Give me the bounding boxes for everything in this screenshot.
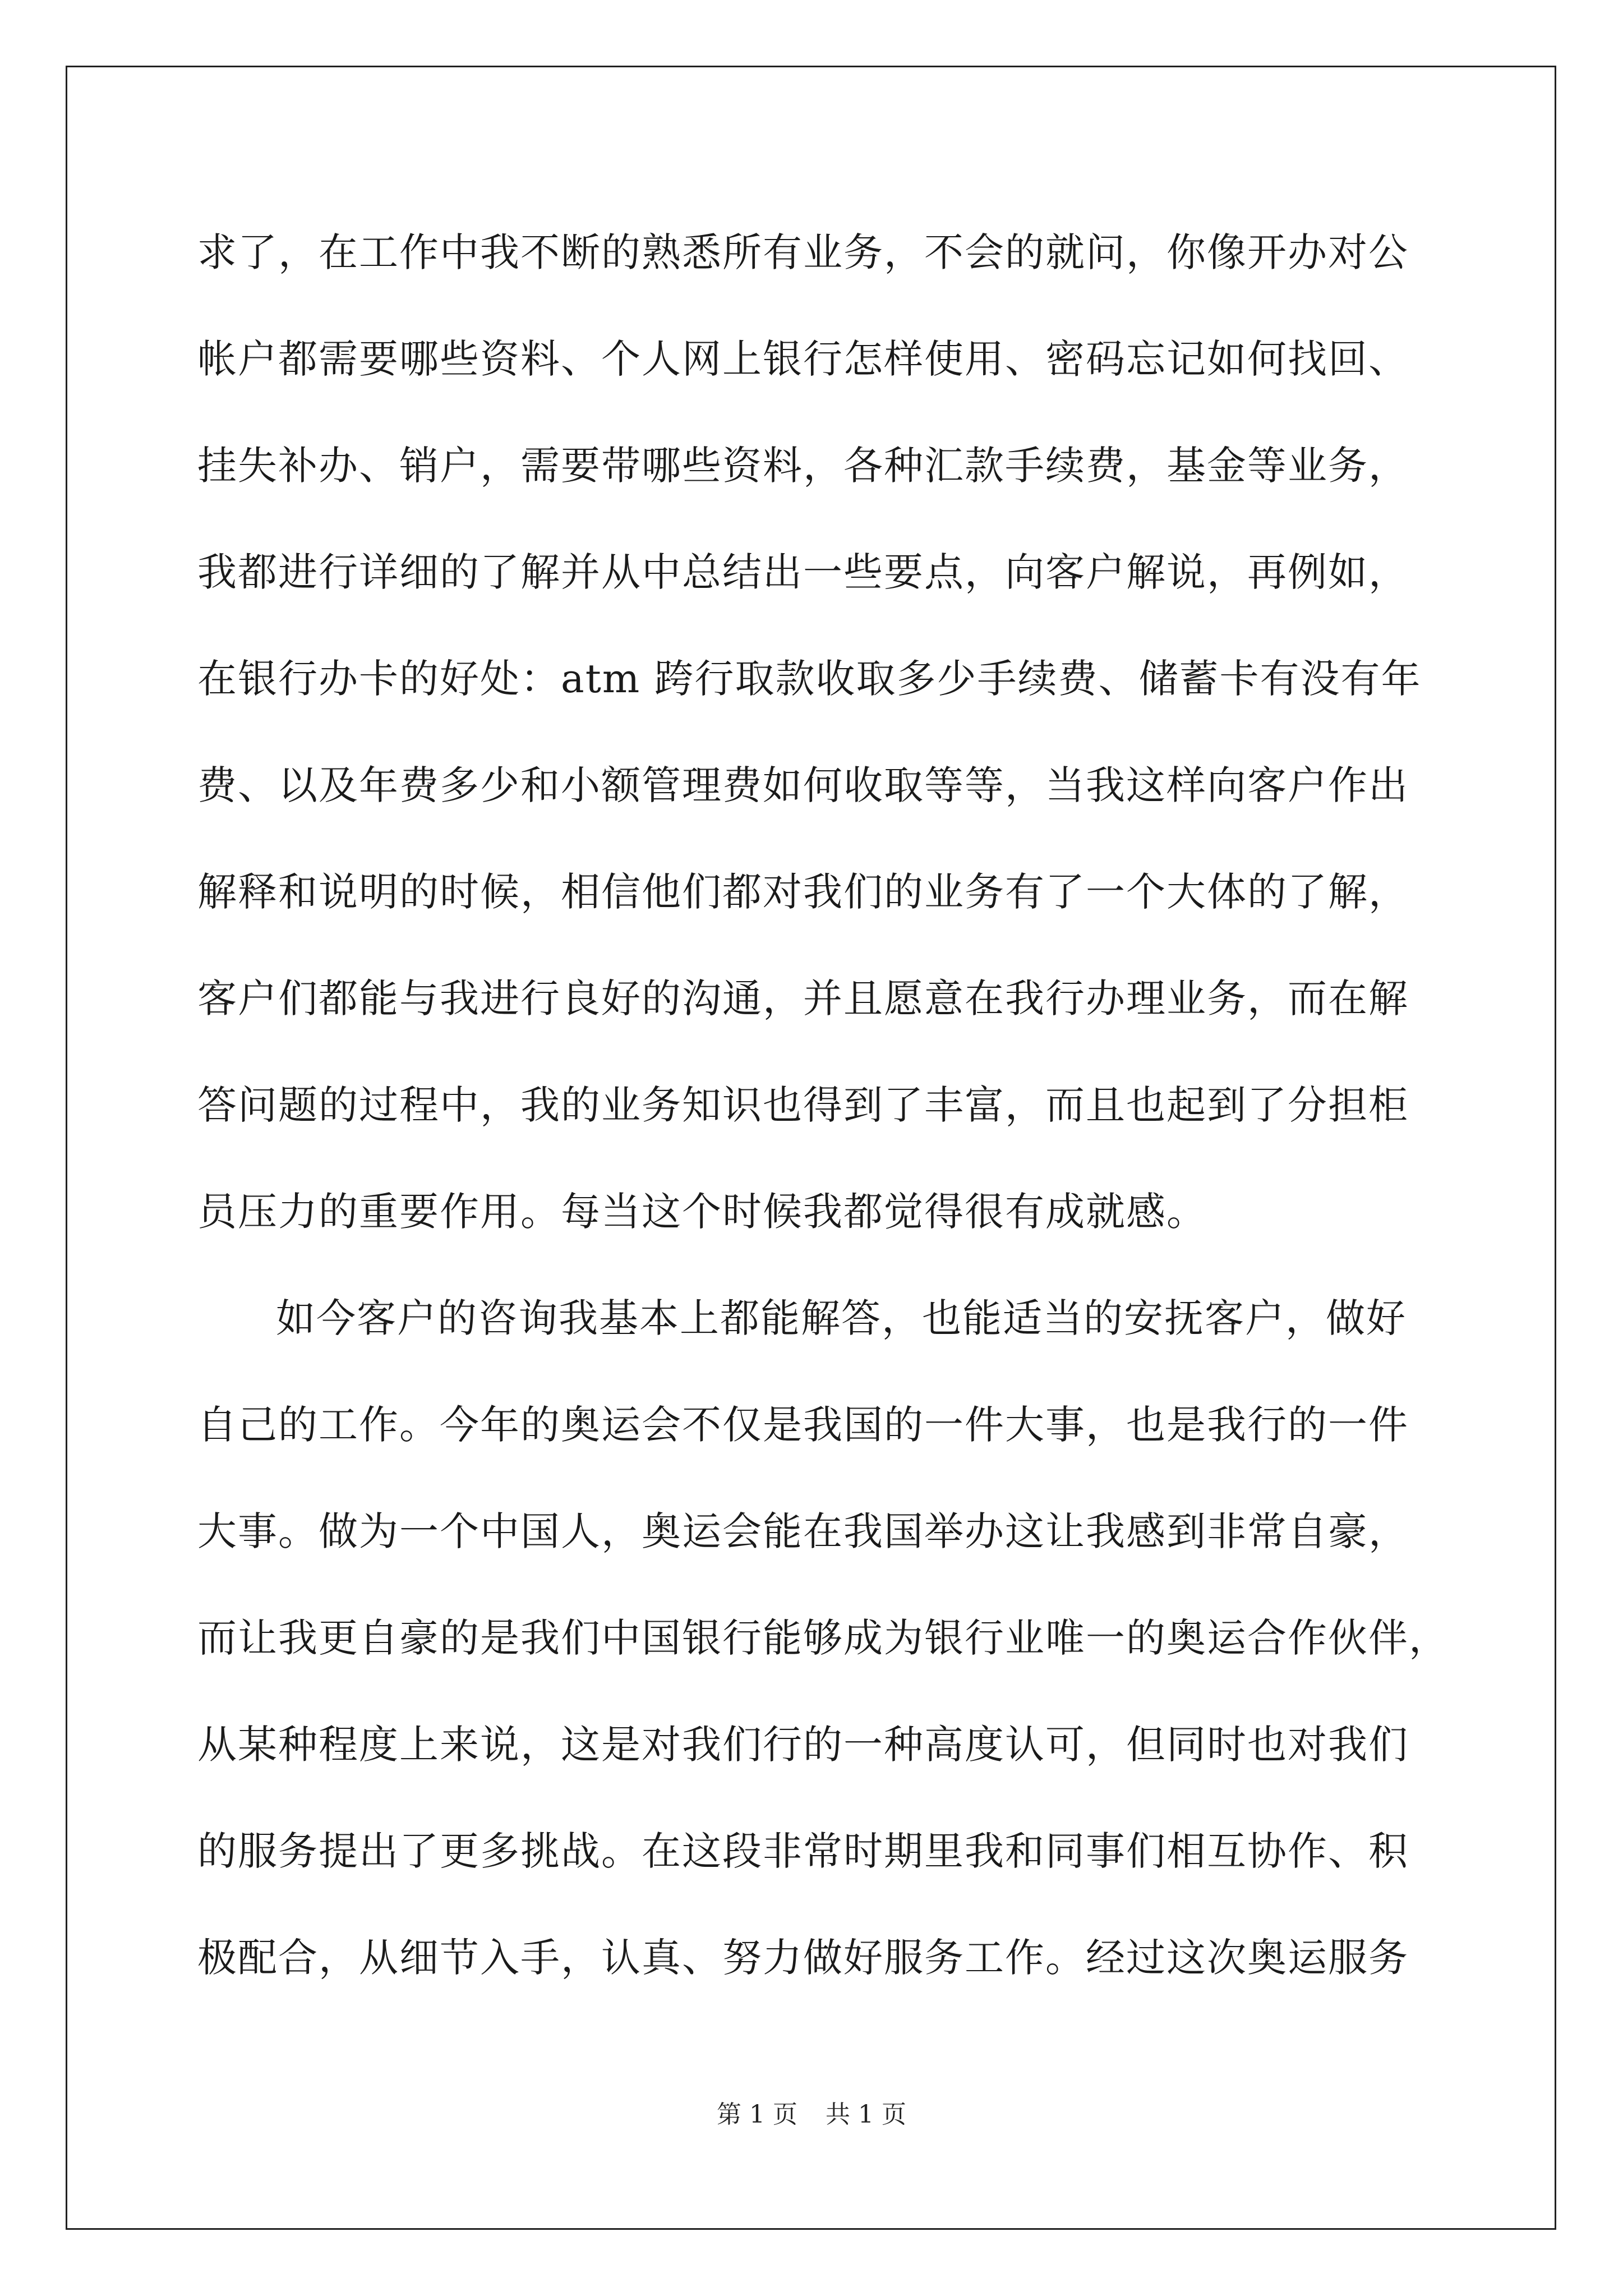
text-line: 答问题的过程中，我的业务知识也得到了丰富，而且也起到了分担柜: [197, 1082, 1409, 1128]
page-number-current: 第 1 页: [717, 2100, 797, 2129]
text-line: 而让我更自豪的是我们中国银行能够成为银行业唯一的奥运合作伙伴，: [197, 1615, 1449, 1661]
text-line: 我都进行详细的了解并从中总结出一些要点，向客户解说，再例如，: [197, 549, 1409, 595]
document-body: [197, 219, 1449, 2031]
text-line: 自己的工作。今年的奥运会不仅是我国的一件大事，也是我行的一件: [197, 1402, 1409, 1448]
text-line: 在银行办卡的好处：atm 跨行取款收取多少手续费、储蓄卡有没有年: [197, 656, 1422, 702]
page-number-total: 共 1 页: [826, 2100, 906, 2129]
text-line: 挂失补办、销户，需要带哪些资料，各种汇款手续费，基金等业务，: [197, 443, 1409, 489]
text-line: 的服务提出了更多挑战。在这段非常时期里我和同事们相互协作、积: [197, 1828, 1409, 1874]
text-line: 员压力的重要作用。每当这个时候我都觉得很有成就感。: [197, 1189, 1207, 1235]
text-line: 求了，在工作中我不断的熟悉所有业务，不会的就问，你像开办对公: [197, 229, 1409, 275]
text-line: 从某种程度上来说，这是对我们行的一种高度认可，但同时也对我们: [197, 1722, 1409, 1768]
paragraph-start-line: 如今客户的咨询我基本上都能解答，也能适当的安抚客户，做好: [276, 1295, 1407, 1341]
text-line: 极配合，从细节入手，认真、努力做好服务工作。经过这次奥运服务: [197, 1935, 1409, 1981]
page-footer: [0, 2098, 1623, 2132]
text-line: 大事。做为一个中国人，奥运会能在我国举办这让我感到非常自豪，: [197, 1508, 1409, 1554]
text-line: 帐户都需要哪些资料、个人网上银行怎样使用、密码忘记如何找回、: [197, 336, 1409, 382]
text-line: 客户们都能与我进行良好的沟通，并且愿意在我行办理业务，而在解: [197, 976, 1409, 1022]
text-line: 费、以及年费多少和小额管理费如何收取等等，当我这样向客户作出: [197, 762, 1409, 808]
text-line: 解释和说明的时候，相信他们都对我们的业务有了一个大体的了解，: [197, 869, 1409, 915]
